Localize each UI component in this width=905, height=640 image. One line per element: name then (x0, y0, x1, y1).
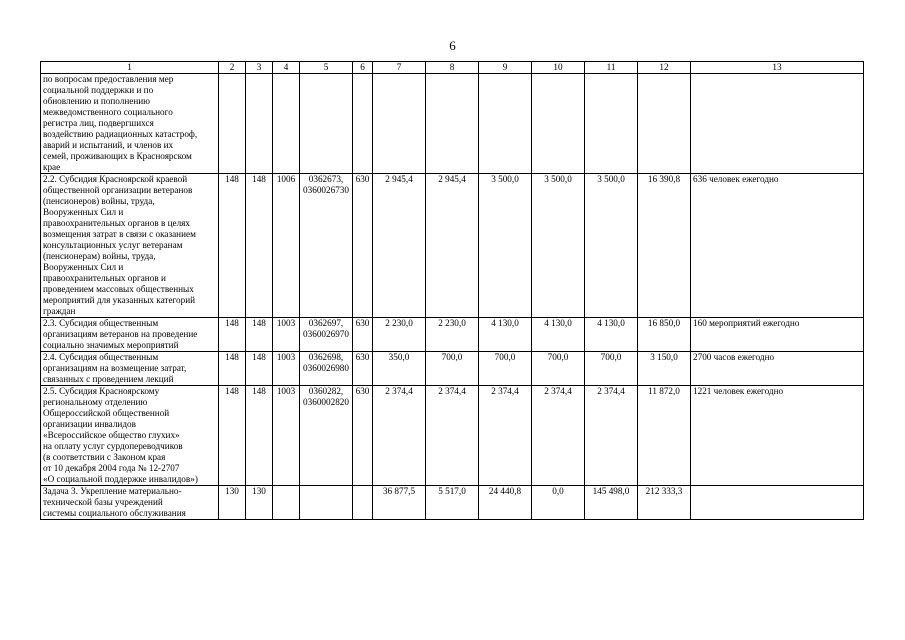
table-cell-col6: 630 (353, 318, 373, 352)
table-cell-col10: 3 500,0 (532, 174, 585, 318)
table-cell-col6 (353, 74, 373, 174)
cell-line: организациям ветеранов на проведение (43, 329, 198, 339)
table-cell-col1 (41, 352, 219, 386)
table-cell-col6: 630 (353, 386, 373, 486)
table-cell-col7: 2 230,0 (373, 318, 426, 352)
table-cell-col5 (300, 352, 353, 386)
cell-line: Общероссийской общественной (43, 408, 170, 418)
cell-line: (в соответствии с Законом края (43, 452, 166, 462)
table-cell-col1 (41, 386, 219, 486)
table-cell-col12: 212 333,3 (638, 486, 691, 520)
cell-line: 0360282, (308, 386, 344, 396)
table-cell-col4 (273, 74, 300, 174)
table-cell-col5 (300, 174, 353, 318)
cell-line: 2.2. Субсидия Красноярской краевой (43, 174, 188, 184)
cell-line: социальной поддержки и по (43, 85, 154, 95)
table-cell-col5 (300, 386, 353, 486)
table-cell-col12: 3 150,0 (638, 352, 691, 386)
column-header: 1 (41, 62, 219, 74)
cell-line: 2.4. Субсидия общественным (43, 352, 159, 362)
column-header: 10 (532, 62, 585, 74)
table-cell-col10 (532, 74, 585, 174)
table-row (41, 352, 864, 386)
cell-line: по вопросам предоставления мер (43, 74, 174, 84)
cell-line: (пенсионеров) войны, труда, (43, 196, 155, 206)
table-cell-col3: 148 (246, 174, 273, 318)
table-cell-col6: 630 (353, 352, 373, 386)
cell-line: общественной организации ветеранов (43, 185, 193, 195)
column-header: 4 (273, 62, 300, 74)
table-cell-col13: 160 мероприятий ежегодно (691, 318, 864, 352)
cell-line: аварий и испытаний, и членов их (43, 140, 174, 150)
cell-line: Вооруженных Сил и (43, 207, 124, 217)
table-cell-col3 (246, 74, 273, 174)
cell-line: Задача 3. Укрепление материально- (43, 486, 182, 496)
cell-line: обновлению и пополнению (43, 96, 151, 106)
column-header: 12 (638, 62, 691, 74)
cell-line: граждан (43, 306, 76, 316)
table-cell-col3: 148 (246, 352, 273, 386)
cell-line: консультационных услуг ветеранам (43, 240, 183, 250)
cell-line: «О социальной поддержке инвалидов») (43, 474, 198, 484)
table-cell-col4: 1003 (273, 352, 300, 386)
table-cell-col11 (585, 74, 638, 174)
table-cell-col9: 2 374,4 (479, 386, 532, 486)
cell-line: регистра лиц, подвергшихся (43, 118, 154, 128)
table-cell-col13 (691, 74, 864, 174)
column-header: 8 (426, 62, 479, 74)
cell-line: межведомственного социального (43, 107, 173, 117)
table-cell-col8: 2 230,0 (426, 318, 479, 352)
cell-line: (пенсионерам) войны, труда, (43, 251, 156, 261)
table-cell-col4: 1003 (273, 386, 300, 486)
table-cell-col11: 2 374,4 (585, 386, 638, 486)
table-cell-col13: 1221 человек ежегодно (691, 386, 864, 486)
cell-line: системы социального обслуживания (43, 508, 186, 518)
table-cell-col2: 148 (219, 386, 246, 486)
cell-line: организациям на возмещение затрат, (43, 363, 187, 373)
table-cell-col2 (219, 74, 246, 174)
table-cell-col11: 3 500,0 (585, 174, 638, 318)
table-cell-col2: 148 (219, 352, 246, 386)
table-cell-col1 (41, 486, 219, 520)
cell-line: 0360026980 (303, 363, 349, 373)
table-cell-col7: 36 877,5 (373, 486, 426, 520)
column-header-row (41, 62, 864, 74)
cell-line: семей, проживающих в Красноярском (43, 151, 192, 161)
table-cell-col10: 4 130,0 (532, 318, 585, 352)
cell-line: 0362697, (308, 318, 344, 328)
cell-line: 0360026730 (303, 185, 349, 195)
table-cell-col11: 4 130,0 (585, 318, 638, 352)
cell-line: «Всероссийское общество глухих» (43, 430, 180, 440)
table-cell-col5 (300, 318, 353, 352)
cell-line: 0362673, (308, 174, 344, 184)
table-cell-col9 (479, 74, 532, 174)
table-cell-col9: 700,0 (479, 352, 532, 386)
cell-line: 0360002820 (303, 397, 349, 407)
table-cell-col10: 700,0 (532, 352, 585, 386)
table-cell-col4 (273, 486, 300, 520)
table-cell-col7: 2 945,4 (373, 174, 426, 318)
cell-line: 2.5. Субсидия Красноярскому (43, 386, 160, 396)
cell-line: правоохранительных органов и (43, 273, 166, 283)
cell-line: 0360026970 (303, 329, 349, 339)
table-cell-col6: 630 (353, 174, 373, 318)
table-cell-col12: 16 390,8 (638, 174, 691, 318)
table-cell-col11: 145 498,0 (585, 486, 638, 520)
column-header: 11 (585, 62, 638, 74)
table-cell-col11: 700,0 (585, 352, 638, 386)
cell-line: правоохранительных органов в целях (43, 218, 190, 228)
cell-line: мероприятий для указанных категорий (43, 295, 196, 305)
cell-line: возмещения затрат в связи с оказанием (43, 229, 196, 239)
table-cell-col8: 5 517,0 (426, 486, 479, 520)
table-cell-col6 (353, 486, 373, 520)
table-cell-col9: 24 440,8 (479, 486, 532, 520)
table-cell-col12: 11 872,0 (638, 386, 691, 486)
table-cell-col2: 148 (219, 174, 246, 318)
cell-line: на оплату услуг сурдопереводчиков (43, 441, 183, 451)
table-cell-col1 (41, 318, 219, 352)
budget-table (40, 61, 864, 520)
table-cell-col5 (300, 486, 353, 520)
cell-line: связанных с проведением лекций (43, 374, 174, 384)
table-cell-col8: 700,0 (426, 352, 479, 386)
cell-line: крае (43, 162, 61, 172)
cell-line: Вооруженных Сил и (43, 262, 124, 272)
table-cell-col9: 4 130,0 (479, 318, 532, 352)
table-cell-col7: 2 374,4 (373, 386, 426, 486)
column-header: 13 (691, 62, 864, 74)
table-cell-col8 (426, 74, 479, 174)
cell-line: социально значимых мероприятий (43, 340, 179, 350)
column-header: 3 (246, 62, 273, 74)
cell-line: 0362698, (308, 352, 344, 362)
table-row (41, 74, 864, 174)
column-header: 7 (373, 62, 426, 74)
column-header: 6 (353, 62, 373, 74)
table-cell-col9: 3 500,0 (479, 174, 532, 318)
table-cell-col1 (41, 74, 219, 174)
cell-line: организации инвалидов (43, 419, 136, 429)
table-cell-col4: 1006 (273, 174, 300, 318)
table-cell-col3: 148 (246, 386, 273, 486)
table-cell-col13 (691, 486, 864, 520)
table-cell-col10: 0,0 (532, 486, 585, 520)
table-cell-col8: 2 945,4 (426, 174, 479, 318)
table-cell-col1 (41, 174, 219, 318)
table-cell-col12 (638, 74, 691, 174)
table-cell-col4: 1003 (273, 318, 300, 352)
table-cell-col7: 350,0 (373, 352, 426, 386)
page-number: 6 (449, 38, 456, 53)
table-row (41, 386, 864, 486)
cell-line: региональному отделению (43, 397, 148, 407)
cell-line: воздействию радиационных катастроф, (43, 129, 198, 139)
table-row (41, 486, 864, 520)
table-cell-col13: 636 человек ежегодно (691, 174, 864, 318)
cell-line: от 10 декабря 2004 года № 12-2707 (43, 463, 180, 473)
table-cell-col5 (300, 74, 353, 174)
table-row (41, 318, 864, 352)
table-row (41, 174, 864, 318)
table-cell-col8: 2 374,4 (426, 386, 479, 486)
cell-line: технической базы учреждений (43, 497, 163, 507)
table-cell-col7 (373, 74, 426, 174)
table-cell-col12: 16 850,0 (638, 318, 691, 352)
cell-line: проведением массовых общественных (43, 284, 194, 294)
table-cell-col3: 148 (246, 318, 273, 352)
column-header: 9 (479, 62, 532, 74)
column-header: 2 (219, 62, 246, 74)
table-cell-col2: 130 (219, 486, 246, 520)
table-cell-col3: 130 (246, 486, 273, 520)
column-header: 5 (300, 62, 353, 74)
cell-line: 2.3. Субсидия общественным (43, 318, 159, 328)
table-cell-col13: 2700 часов ежегодно (691, 352, 864, 386)
table-cell-col10: 2 374,4 (532, 386, 585, 486)
table-cell-col2: 148 (219, 318, 246, 352)
